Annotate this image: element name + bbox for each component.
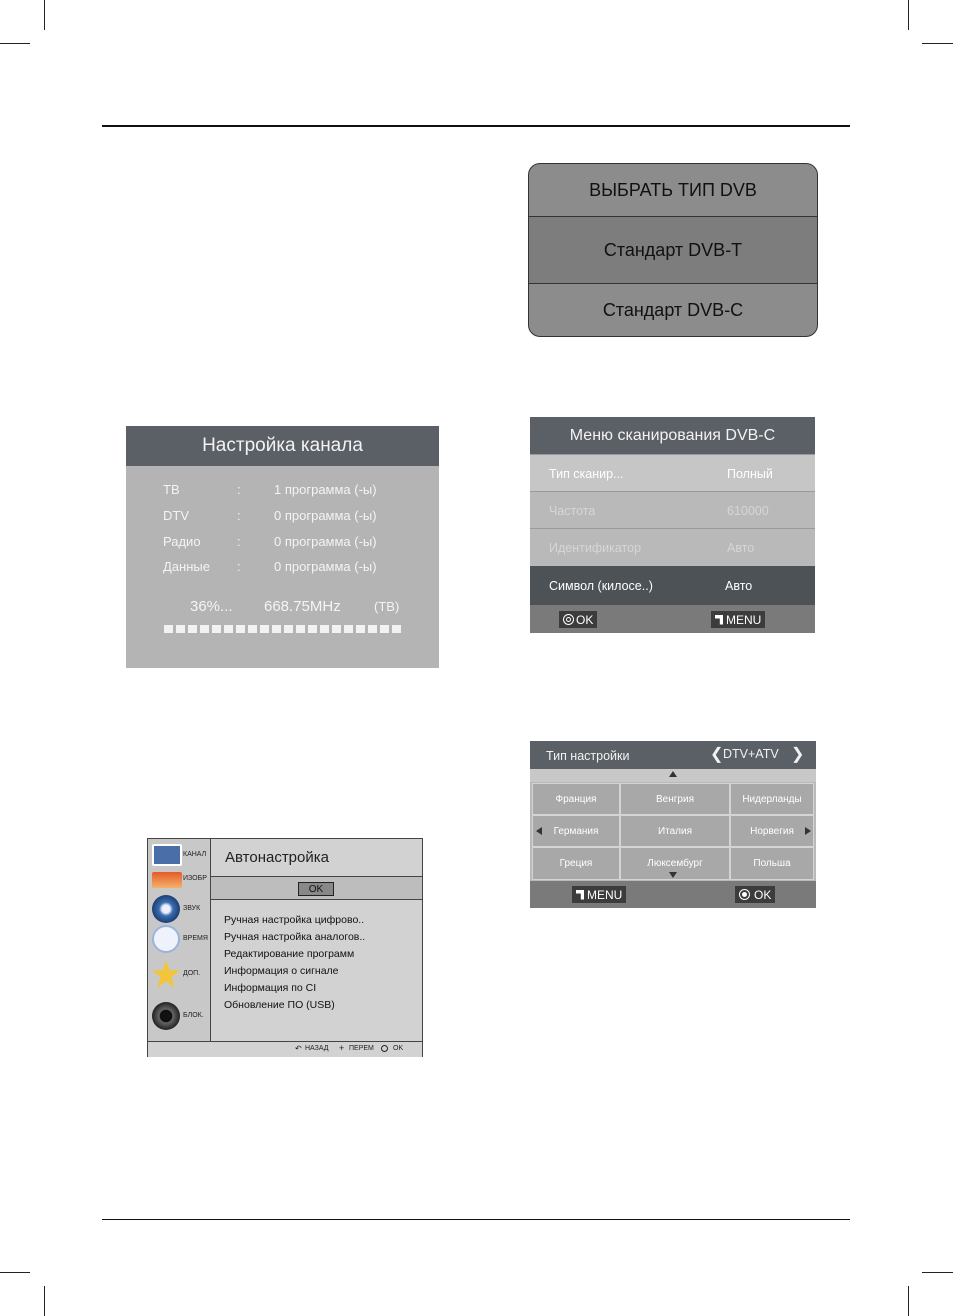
sidebar-label: ДОП.: [183, 970, 201, 977]
progress-segment: [272, 625, 281, 633]
progress-segment: [212, 625, 221, 633]
return-icon: [576, 890, 584, 900]
crop-mark: [0, 1272, 30, 1273]
menu-footer: [530, 605, 815, 633]
arrow-up-icon[interactable]: [669, 771, 677, 777]
progress-segment: [296, 625, 305, 633]
row-label-data: Данные: [163, 559, 210, 574]
progress-segment: [368, 625, 377, 633]
sidebar-label: ЗВУК: [183, 905, 201, 912]
progress-segment: [320, 625, 329, 633]
row-network-id[interactable]: [530, 528, 815, 566]
speaker-icon: [152, 895, 180, 923]
crop-mark: [922, 43, 953, 44]
row-value-radio: 0 программа (-ы): [274, 534, 377, 549]
progress-segment: [392, 625, 401, 633]
return-icon: [715, 615, 723, 625]
option-dvb-c[interactable]: Стандарт DVB-C: [602, 299, 744, 320]
progress-segment: [356, 625, 365, 633]
sidebar-item-time[interactable]: [150, 925, 210, 953]
band-label: (ТВ): [374, 599, 400, 614]
sidebar-label: ВРЕМЯ: [183, 935, 208, 942]
menu-item[interactable]: Информация по CI: [224, 982, 317, 994]
country-cell[interactable]: Италия: [620, 815, 730, 847]
menu-label: MENU: [587, 887, 623, 902]
crop-mark: [44, 0, 45, 30]
row-label: Идентификатор: [549, 540, 642, 555]
row-label: Тип сканир...: [549, 466, 624, 481]
frequency-readout: 668.75MHz: [264, 598, 341, 615]
menu-key[interactable]: [711, 611, 765, 628]
row-label-dtv: DTV: [163, 508, 189, 523]
row-sep: :: [237, 534, 241, 549]
row-value-tv: 1 программа (-ы): [274, 482, 377, 497]
country-cell[interactable]: Люксембург: [620, 847, 730, 880]
menu-title: Автонастройка: [211, 839, 422, 877]
ok-label: OK: [754, 887, 772, 902]
country-cell[interactable]: Франция: [532, 783, 620, 815]
row-label-tv: ТВ: [163, 482, 180, 497]
progress-segment: [200, 625, 209, 633]
crop-mark: [908, 0, 909, 30]
row-label: Символ (килосе..): [549, 578, 653, 593]
chevron-left-icon[interactable]: ❮: [710, 746, 724, 763]
country-cell[interactable]: Греция: [532, 847, 620, 880]
dialog-title: ВЫБРАТЬ ТИП DVB: [589, 179, 757, 200]
row-value: Авто: [725, 578, 753, 593]
row-value: Авто: [727, 540, 755, 555]
plus-icon: +: [339, 1043, 345, 1053]
ok-icon: [563, 614, 574, 625]
arrow-right-icon[interactable]: [805, 827, 811, 835]
crop-mark: [908, 1286, 909, 1316]
chevron-right-icon[interactable]: ❯: [791, 746, 805, 763]
grid-footer: [530, 881, 816, 908]
sidebar-item-sound[interactable]: [150, 895, 210, 923]
country-cell[interactable]: Нидерланды: [730, 783, 814, 815]
dvb-type-dialog: [528, 163, 818, 337]
progress-segment: [224, 625, 233, 633]
ok-label: OK: [576, 612, 594, 627]
footer-rule: [102, 1219, 850, 1220]
menu-item[interactable]: Ручная настройка цифрово..: [224, 914, 365, 926]
mode-value: DTV+ATV: [723, 747, 779, 761]
row-label: Частота: [549, 503, 596, 518]
row-value-dtv: 0 программа (-ы): [274, 508, 377, 523]
dvbc-scan-menu: [530, 417, 815, 633]
row-sep: :: [237, 508, 241, 523]
tv-icon: [152, 844, 182, 866]
crop-mark: [922, 1272, 953, 1273]
ok-row: [211, 877, 422, 900]
country-cell[interactable]: Норвегия: [730, 815, 814, 847]
row-sep: :: [237, 559, 241, 574]
country-cell[interactable]: Венгрия: [620, 783, 730, 815]
progress-segment: [284, 625, 293, 633]
back-icon: ↶: [295, 1044, 302, 1053]
menu-item[interactable]: Ручная настройка аналогов..: [224, 931, 366, 943]
sidebar-label: КАНАЛ: [183, 851, 207, 858]
autotune-menu: [147, 838, 423, 1057]
sidebar: [148, 839, 211, 1041]
progress-segment: [176, 625, 185, 633]
sidebar-item-picture[interactable]: [150, 869, 210, 897]
ok-icon: [739, 889, 750, 900]
progress-segment: [188, 625, 197, 633]
ok-icon: [381, 1045, 388, 1052]
row-label-radio: Радио: [163, 534, 201, 549]
sidebar-item-channel[interactable]: [150, 841, 210, 869]
row-value: Полный: [727, 466, 773, 481]
row-value-data: 0 программа (-ы): [274, 559, 377, 574]
progress-bar: [164, 625, 404, 633]
scroll-up-bar: [530, 769, 816, 782]
menu-item[interactable]: Обновление ПО (USB): [224, 999, 335, 1011]
row-value: 610000: [727, 503, 769, 518]
progress-segment: [332, 625, 341, 633]
arrow-down-icon[interactable]: [669, 872, 677, 878]
sidebar-label: БЛОК.: [183, 1012, 204, 1019]
country-cell[interactable]: Германия: [532, 815, 620, 847]
channel-tuning-panel: [126, 426, 439, 668]
back-label: НАЗАД: [305, 1045, 329, 1052]
menu-footer: [148, 1041, 422, 1057]
move-label: ПЕРЕМ: [349, 1045, 374, 1052]
progress-segment: [344, 625, 353, 633]
option-dvb-t[interactable]: Стандарт DVB-T: [529, 217, 817, 283]
crop-mark: [44, 1286, 45, 1316]
ok-button[interactable]: OK: [298, 882, 334, 896]
grid-title: Тип настройки: [546, 749, 630, 763]
menu-label: MENU: [726, 612, 762, 627]
menu-key[interactable]: [572, 886, 626, 903]
menu-item[interactable]: Информация о сигнале: [224, 965, 339, 977]
ok-key[interactable]: [735, 886, 775, 903]
panel-title: Настройка канала: [126, 426, 439, 466]
country-cell[interactable]: Польша: [730, 847, 814, 880]
sidebar-item-lock[interactable]: [150, 1002, 210, 1030]
row-symbol-rate[interactable]: [530, 566, 815, 605]
row-frequency[interactable]: [530, 491, 815, 529]
progress-segment: [248, 625, 257, 633]
header-rule: [102, 125, 850, 127]
grid-header: [530, 741, 816, 769]
country-grid-menu: [530, 741, 816, 908]
progress-percent: 36%...: [190, 598, 233, 615]
ok-label: OK: [393, 1045, 404, 1052]
progress-segment: [308, 625, 317, 633]
progress-segment: [380, 625, 389, 633]
sidebar-item-extra[interactable]: [150, 960, 210, 988]
menu-item[interactable]: Редактирование программ: [224, 948, 355, 960]
menu-title: Меню сканирования DVB-C: [530, 417, 815, 454]
progress-segment: [236, 625, 245, 633]
row-sep: :: [237, 482, 241, 497]
sidebar-label: ИЗОБР: [183, 875, 207, 882]
progress-segment: [260, 625, 269, 633]
arrow-left-icon[interactable]: [536, 827, 542, 835]
row-scan-type[interactable]: [530, 454, 815, 492]
progress-segment: [164, 625, 173, 633]
ok-key[interactable]: [559, 611, 597, 628]
star-icon: [152, 960, 180, 988]
crop-mark: [0, 43, 30, 44]
clock-icon: [152, 925, 180, 953]
picture-icon: [152, 872, 182, 888]
lock-icon: [152, 1002, 180, 1030]
